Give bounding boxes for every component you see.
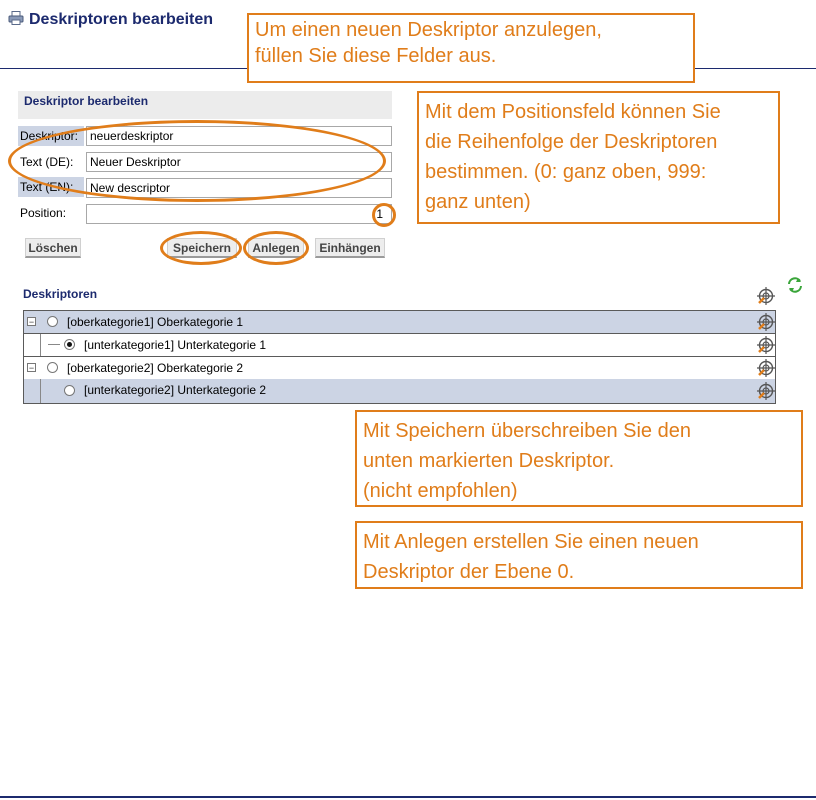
crosshair-icon[interactable] — [757, 287, 775, 305]
form-title: Deskriptor bearbeiten — [24, 94, 149, 108]
page-title: Deskriptoren bearbeiten — [29, 11, 214, 28]
descriptor-tree — [23, 310, 776, 404]
fields-highlight-ring — [8, 120, 386, 202]
tree-row[interactable] — [24, 311, 775, 333]
callout-line: Um einen neuen Deskriptor anzulegen, — [255, 19, 602, 41]
callout-line: Mit dem Positionsfeld können Sie — [425, 101, 721, 123]
radio-icon[interactable] — [64, 339, 75, 350]
radio-icon[interactable] — [47, 316, 58, 327]
position-input[interactable] — [86, 204, 392, 224]
create-button[interactable]: Anlegen — [248, 238, 304, 258]
callout-line: (nicht empfohlen) — [363, 480, 518, 502]
callout-line: die Reihenfolge der Deskriptoren — [425, 131, 718, 153]
crosshair-icon[interactable] — [757, 313, 775, 331]
radio-icon[interactable] — [64, 385, 75, 396]
delete-button[interactable]: Löschen — [25, 238, 81, 258]
text-en-label: Text (EN): — [18, 177, 84, 197]
collapse-icon[interactable]: − — [28, 363, 35, 373]
crosshair-icon[interactable] — [757, 336, 775, 354]
save-hint-callout — [355, 410, 803, 507]
tree-row-label: [oberkategorie2] Oberkategorie 2 — [67, 361, 244, 375]
attach-button[interactable]: Einhängen — [315, 238, 385, 258]
refresh-icon[interactable] — [786, 276, 804, 294]
footer-divider — [0, 796, 816, 798]
radio-icon[interactable] — [47, 362, 58, 373]
descriptor-label: Deskriptor: — [18, 126, 84, 146]
callout-line: ganz unten) — [425, 191, 531, 213]
descriptor-list-title: Deskriptoren — [23, 287, 98, 301]
tree-row[interactable] — [24, 333, 775, 357]
tree-row[interactable] — [24, 357, 775, 379]
create-highlight-ring — [243, 231, 309, 265]
crosshair-icon[interactable] — [757, 382, 775, 400]
callout-line: unten markierten Deskriptor. — [363, 450, 615, 472]
save-button[interactable]: Speichern — [167, 238, 237, 258]
position-label: Position: — [20, 206, 67, 220]
create-hint-callout — [355, 521, 803, 589]
tree-row-label: [unterkategorie1] Unterkategorie 1 — [84, 338, 267, 352]
fields-hint-callout — [247, 13, 695, 83]
tree-row-label: [oberkategorie1] Oberkategorie 1 — [67, 315, 244, 329]
tree-row[interactable] — [24, 379, 775, 403]
position-hint-callout — [417, 91, 780, 224]
crosshair-icon[interactable] — [757, 359, 775, 377]
callout-line: Deskriptor der Ebene 0. — [363, 561, 575, 583]
tree-line — [40, 334, 41, 356]
save-highlight-ring — [160, 231, 242, 265]
text-de-label: Text (DE): — [20, 155, 74, 169]
tree-line — [40, 379, 41, 403]
callout-line: bestimmen. (0: ganz oben, 999: — [425, 161, 707, 183]
callout-line: Mit Speichern überschreiben Sie den — [363, 420, 691, 442]
callout-line: füllen Sie diese Felder aus. — [255, 45, 497, 67]
printer-icon[interactable] — [8, 11, 24, 25]
position-highlight-ring — [372, 203, 396, 227]
tree-row-label: [unterkategorie2] Unterkategorie 2 — [84, 383, 267, 397]
collapse-icon[interactable]: − — [28, 317, 35, 327]
tree-line — [48, 344, 60, 345]
callout-line: Mit Anlegen erstellen Sie einen neuen — [363, 531, 699, 553]
